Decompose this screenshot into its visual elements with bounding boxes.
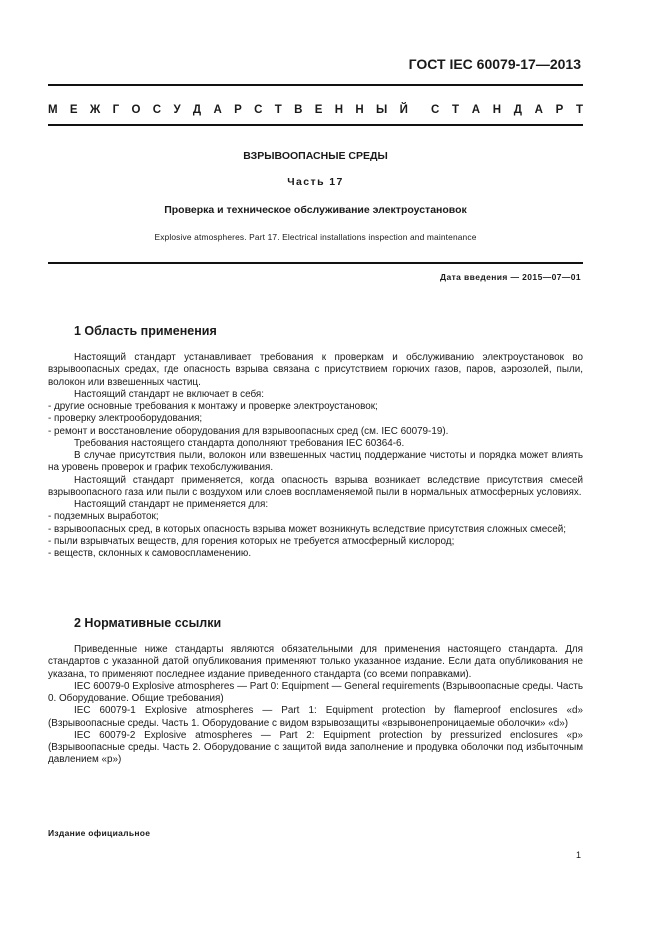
banner-letter: С (254, 104, 263, 116)
title-english: Explosive atmospheres. Part 17. Electrical installations inspection and maintenance (154, 232, 477, 242)
top-rule (48, 84, 583, 86)
banner-letter: Н (334, 104, 344, 116)
title-subtitle: Проверка и техническое обслуживание электроустановок (164, 204, 467, 216)
section2-heading: 2 Нормативные ссылки (74, 616, 222, 630)
banner-letter: Н (355, 104, 364, 116)
banner-letter: А (213, 104, 222, 116)
edition-label: Издание официальное (48, 828, 151, 838)
banner-letter: Р (234, 104, 242, 116)
banner-letter: У (173, 104, 181, 116)
page-number: 1 (575, 850, 581, 860)
standard-banner (48, 104, 583, 116)
section2-paragraph: IEC 60079-0 Explosive atmospheres — Part 0: Equipment — General requirements (Взрывоопасные среды. Часть 0. Оборудование. Общие требования) (48, 680, 583, 704)
section1-paragraph: Настоящий стандарт не включает в себя: (74, 388, 265, 400)
section1-paragraph: - взрывоопасных сред, в которых опасность взрыва может возникнуть вследствие присутствия сложных смесей; (48, 523, 566, 535)
banner-letter: Ы (376, 104, 388, 116)
section1-heading: 1 Область применения (74, 324, 217, 338)
section2-body (48, 644, 583, 767)
banner-letter: Т (274, 104, 282, 116)
section1-paragraph: - веществ, склонных к самовоспламенению. (48, 548, 252, 559)
section1-paragraph: Настоящий стандарт не применяется для: (74, 499, 269, 510)
banner-letter: Н (492, 104, 502, 116)
section1-paragraph: - подземных выработок; (48, 511, 159, 523)
banner-letter: Е (314, 104, 323, 116)
title-main: ВЗРЫВООПАСНЫЕ СРЕДЫ (243, 150, 388, 162)
section2-paragraph: IEC 60079-2 Explosive atmospheres — Part 2: Equipment protection by pressurized enclosures «p» (Взрывоопасные среды. Часть 2. Оборудование с защитой вида заполнение и продувка оболочки под избыточным давлением «p») (48, 729, 583, 766)
banner-letter: С (431, 104, 440, 116)
section1-paragraph: - ремонт и восстановление оборудования для взрывоопасных сред (см. IEC 60079-19). (48, 425, 449, 437)
title-rule (48, 262, 583, 264)
banner-word-1 (48, 104, 408, 116)
banner-letter: Д (192, 104, 202, 116)
banner-rule (48, 124, 583, 126)
banner-letter: Й (399, 104, 408, 116)
section1-paragraph: Требования настоящего стандарта дополняют требования IEC 60364-6. (74, 437, 405, 449)
banner-letter: Ж (89, 104, 101, 116)
section2-heading-wrap (48, 616, 583, 630)
banner-letter: А (471, 104, 481, 116)
section2-paragraph: IEC 60079-1 Explosive atmospheres — Part 1: Equipment protection by flameproof enclosures «d» (Взрывоопасные среды. Часть 1. Оборудование с видом взрывозащиты «взрывонепроницаемые оболочки» «d») (48, 705, 583, 729)
banner-letter: О (131, 104, 141, 116)
banner-letter: Т (575, 104, 583, 116)
section1-heading-wrap (48, 324, 583, 338)
document-number: ГОСТ IEC 60079-17—2013 (408, 56, 581, 72)
section1-paragraph: Настоящий стандарт устанавливает требования к проверкам и обслуживанию электроустановок во взрывоопасных средах, где опасность взрыва связана с присутствием горючих газов, паров, аэрозолей, пыли, волокон или взвешенных частиц. (48, 352, 583, 388)
banner-letter: М (48, 104, 58, 116)
banner-letter: С (152, 104, 162, 116)
banner-letter: Р (555, 104, 564, 116)
section2-paragraph: Приведенные ниже стандарты являются обязательными для применения настоящего стандарта. Для стандартов с указанной датой опубликования применяют только указанное издание. Если дата опубликования не указана, то применяют последнее издание приведенного стандарта (со всеми поправками). (48, 644, 583, 680)
banner-letter: Е (69, 104, 78, 116)
section1-paragraph: - пыли взрывчатых веществ, для горения которых не требуется атмосферный кислород; (48, 535, 455, 547)
banner-letter: Т (452, 104, 460, 116)
section1-paragraph: В случае присутствия пыли, волокон или взвешенных частиц поддержание чистоты и порядка может влиять на уровень проверок и график техобслуживания. (48, 450, 583, 474)
banner-letter: Д (513, 104, 522, 116)
section1-paragraph: - проверку электрооборудования; (48, 413, 203, 425)
title-part: Часть 17 (287, 176, 344, 188)
section1-paragraph: Настоящий стандарт применяется, когда опасность взрыва возникает вследствие присутствия смесей взрывоопасного газа или пыли с воздухом или слоев воспламеняемой пыли в нормальных атмосферных условиях. (48, 474, 583, 498)
banner-word-2 (431, 104, 583, 116)
banner-letter: Г (112, 104, 120, 116)
section1-body (48, 352, 583, 560)
banner-letter: В (294, 104, 303, 116)
introduction-date: Дата введения — 2015—07—01 (440, 272, 581, 282)
banner-letter: А (534, 104, 543, 116)
section1-paragraph: - другие основные требования к монтажу и проверке электроустановок; (48, 401, 378, 412)
